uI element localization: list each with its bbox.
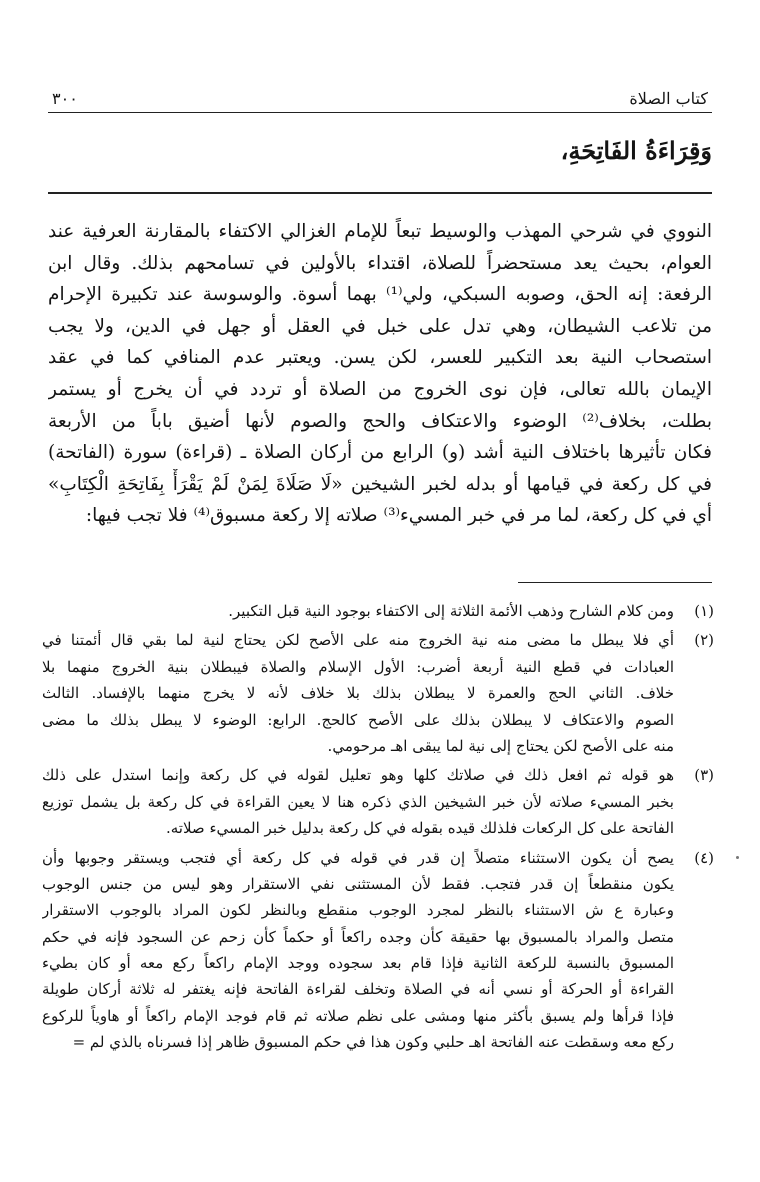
footnote-line: أي فلا يبطل ما مضى منه نية الخروج منه على الأصح لكن يحتاج لنية لما بقي قال أئمتنا في (42, 631, 674, 650)
footnote-number: (٢) (694, 631, 714, 650)
footnote-line: القراءة أو الحركة أو نسي أنه في الصلاة وتخلف لقراءة الفاتحة فإنه يغتفر له ثلاثة أركان طويلة (42, 980, 674, 999)
footnote-line: وعبارة ع ش الاستثناء بالنظر لمجرد الوجوب منقطع وبالنظر لكون المراد بالوجوب الاستقرار (42, 901, 674, 920)
commentary-line: بطلت، بخلاف⁽²⁾ الوضوء والاعتكاف والحج والصوم لأنها أضيق باباً من الأربعة (48, 410, 712, 432)
matn-divider (48, 192, 712, 194)
footnote (42, 845, 714, 1056)
page-header (48, 88, 712, 113)
commentary-line: الإيمان بالله تعالى، فإن نوى الخروج من الصلاة أو تردد في أن يخرج أو يستمر (48, 378, 712, 400)
footnote-line: يصح أن يكون الاستثناء متصلاً إن قدر في قوله في كل ركعة أي فتجب ويستقر وجوبها وأن (42, 848, 674, 867)
footnote-number: (١) (694, 602, 714, 620)
footnote-line: خلاف. الثاني الحج والعمرة لا يبطلان بذلك بلا خلاف لأنه لا يخرج منهما بالإفساد. الثالث (42, 684, 674, 703)
footnotes (42, 598, 714, 1059)
footnote-text (42, 845, 674, 1056)
running-title: كتاب الصلاة (629, 89, 708, 108)
footnote-line: الصوم والاعتكاف لا يبطلان بذلك على الأصح كالحج. الرابع: الوضوء لا يبطل بذلك ما مضى (42, 710, 674, 729)
footnote-line: ومن كلام الشارح وذهب الأئمة الثلاثة إلى الاكتفاء بوجود النية قبل التكبير. (228, 602, 674, 620)
commentary-line: فكان تأثيرها باختلاف النية أشد (و) الرابع من أركان الصلاة ـ (قراءة) سورة (الفاتحة) (48, 442, 712, 464)
footnote-line: منه على الأصح لكن يحتاج إلى نية لما يبقى اهـ مرحومي. (327, 736, 674, 755)
footnote (42, 598, 714, 624)
footnote (42, 762, 714, 841)
footnote (42, 627, 714, 759)
commentary-line: أي في كل ركعة، لما مر في خبر المسيء⁽³⁾ صلاته إلا ركعة مسبوق⁽⁴⁾ فلا تجب فيها: (85, 505, 712, 527)
commentary-line: في كل ركعة في قيامها أو بدله لخبر الشيخين «لَا صَلَاةَ لِمَنْ لَمْ يَقْرَأْ بِفَاتِحَةِ الْكِتَابِ» (48, 473, 712, 495)
footnote-divider (518, 582, 712, 583)
commentary-line: الرفعة: إنه الحق، وصوبه السبكي، ولي⁽¹⁾ بهما أسوة. والوسوسة عند تكبيرة الإحرام (48, 284, 712, 306)
page-number: ٣٠٠ (52, 89, 78, 108)
footnote-line: العبادات في قطع النية أربعة أضرب: الأول الإسلام والصلاة فيبطلان بنية الخروج منهما بلا (42, 657, 674, 676)
commentary-body (48, 216, 712, 532)
footnote-line: بخبر المسيء صلاته لأن خبر الشيخين الذي ذكره هنا لا يعين القراءة في كل ركعة بل يشمل توزيع (42, 792, 674, 811)
footnote-line: يكون منقطعاً إن قدر فتجب. فقط لأن المستثنى نفي الاستقرار وهو ليس من جنس الوجوب (42, 874, 674, 893)
matn-text: وَقِرَاءَةُ الفَاتِحَةِ، (560, 136, 712, 165)
commentary-line: استصحاب النية بعد التكبير للعسر، لكن يسن. ويعتبر عدم المنافي كما في عقد (48, 347, 712, 369)
commentary-line: العوام، بحيث يعد مستحضراً للصلاة، اقتداء بالأولين في تسامحهم بذلك. وقال ابن (48, 252, 712, 274)
footnote-line: هو قوله ثم افعل ذلك في صلاتك كلها وهو تعليل لقوله في كل ركعة وإنما استدل على ذلك (42, 766, 674, 785)
footnote-line: فإذا قرأها ولم يسبق بأكثر منها ومشى على نظم صلاته ثم قام فوجد الإمام راكعاً أو هاوياً للركوع (42, 1006, 674, 1025)
footnote-line: متصل والمراد بالمسبوق بها حقيقة كأن وجده راكعاً أو حكماً كأن زحم عن السجود فإنه في حكم (42, 927, 674, 946)
footnote-number: (٣) (694, 766, 714, 785)
scan-speck (736, 856, 739, 859)
footnote-text (42, 598, 674, 624)
commentary-line: النووي في شرحي المهذب والوسيط تبعاً للإمام الغزالي الاكتفاء بالمقارنة العرفية عند (48, 221, 712, 242)
footnote-text (42, 627, 674, 759)
commentary-line: من تلاعب الشيطان، وهي تدل على خبل في العقل أو جهل في الدين، ولا يجب (48, 315, 712, 337)
footnote-line: الفاتحة على كل الركعات فلذلك قيده بقوله في كل ركعة بدليل خبر المسيء صلاته. (166, 819, 674, 838)
footnote-line: ركع معه وسقطت عنه الفاتحة اهـ حلبي وكون هذا في حكم المسبوق ظاهر إذا فسرناه بالذي لم = (72, 1033, 674, 1052)
footnote-line: المسبوق بالنسبة للركعة الثانية فإذا قام بعد سجوده ووجد الإمام راكعاً ركع معه أو كان بطيء (42, 954, 674, 973)
footnote-text (42, 762, 674, 841)
footnote-number: (٤) (694, 848, 714, 867)
